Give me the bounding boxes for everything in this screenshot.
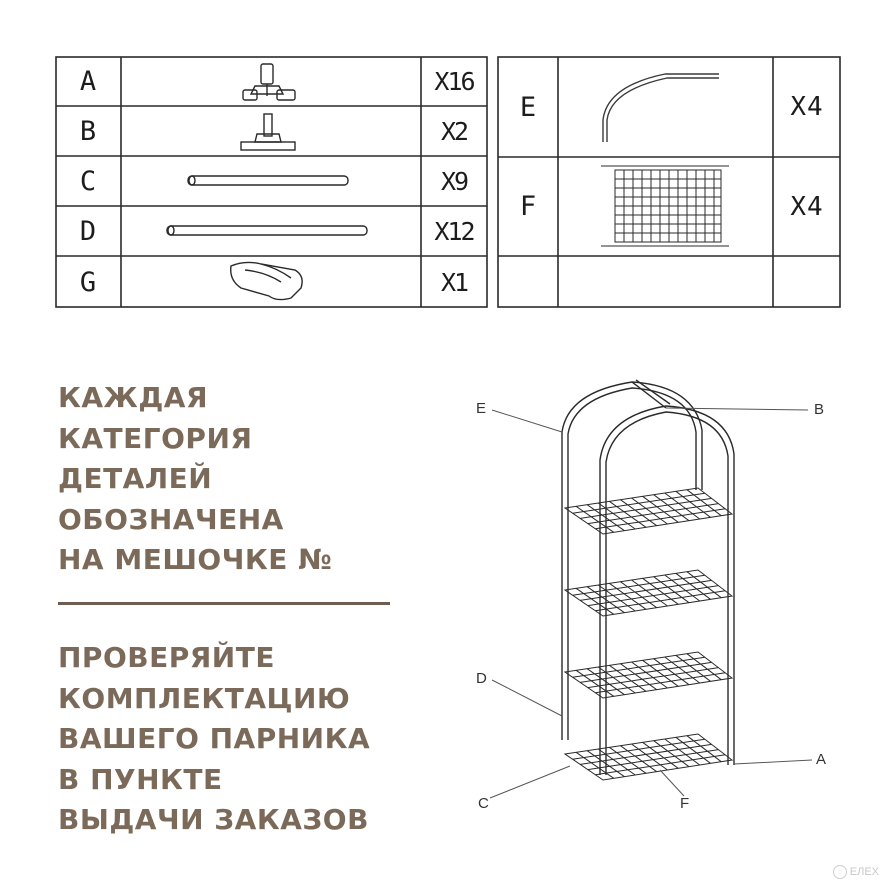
part-quantity: X4 [790, 191, 824, 222]
shelf [565, 652, 732, 698]
leader-line-a [734, 760, 812, 764]
part-quantity: X2 [440, 117, 468, 146]
info-line: В ПУНКТЕ [58, 762, 223, 796]
watermark [833, 865, 879, 879]
watermark-text: ЕЛЕХ [849, 866, 879, 878]
part-letter: A [79, 66, 97, 97]
part-letter: B [79, 116, 97, 147]
info-line: ОБОЗНАЧЕНА [58, 502, 284, 536]
part-letter: E [519, 91, 537, 123]
part-quantity: X4 [790, 92, 824, 122]
shelf [565, 488, 732, 534]
part-letter: G [79, 266, 97, 298]
leader-line-d [492, 680, 562, 716]
callout-d: D [476, 670, 487, 687]
part-letter: C [79, 166, 97, 197]
info-line: ВЫДАЧИ ЗАКАЗОВ [58, 803, 369, 836]
info-line: ДЕТАЛЕЙ [58, 462, 213, 495]
callout-a: A [816, 751, 827, 768]
watermark-logo-icon [833, 865, 847, 879]
part-quantity: X16 [434, 67, 474, 96]
leader-line-f [660, 770, 684, 796]
info-line: КАТЕГОРИЯ [58, 421, 253, 455]
leader-line-c [490, 766, 570, 798]
info-line: ПРОВЕРЯЙТЕ [58, 641, 275, 674]
info-line: КОМПЛЕКТАЦИЮ [58, 681, 351, 715]
part-quantity: X1 [440, 267, 468, 297]
callout-c: C [478, 795, 489, 812]
part-letter: D [79, 216, 97, 247]
leader-line-e [492, 410, 562, 432]
callout-f: F [680, 795, 690, 812]
shelf [565, 570, 732, 616]
part-letter: F [519, 191, 537, 222]
part-quantity: X12 [434, 217, 474, 246]
part-quantity: X9 [440, 167, 468, 196]
shelf [565, 734, 732, 780]
callout-b: B [814, 401, 825, 418]
callout-e: E [476, 400, 487, 417]
info-line: КАЖДАЯ [58, 381, 208, 414]
info-line: ВАШЕГО ПАРНИКА [58, 722, 371, 755]
info-line: НА МЕШОЧКЕ № [58, 543, 333, 576]
